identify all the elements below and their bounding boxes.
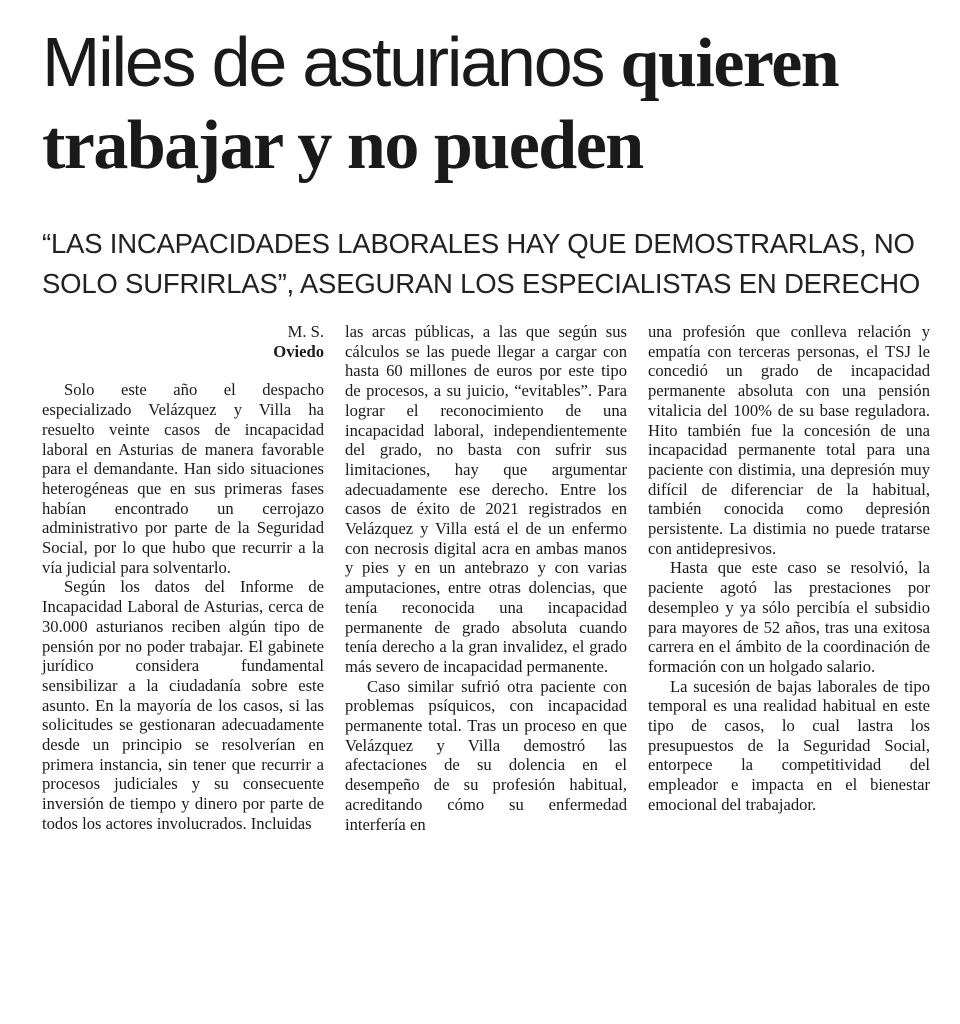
headline-bold-2: trabajar y no pueden — [42, 107, 643, 184]
headline-bold-1: quieren — [620, 25, 839, 102]
column-2 — [345, 322, 627, 834]
headline-light: Miles de asturianos — [42, 23, 621, 101]
paragraph: Hasta que este caso se resolvió, la paciente agotó las prestaciones por desempleo y ya sólo percibía el subsidio para mayores de 52 años, tras una exitosa carrera en el ámbito de la coordinación de formación con un holgado salario. — [648, 558, 930, 676]
paragraph: La sucesión de bajas laborales de tipo temporal es una realidad habitual en este tipo de casos, lo cual lastra los presupuestos de la Seguridad Social, entorpece la competitividad del empleador e impacta en el bienestar emocional del trabajador. — [648, 676, 930, 814]
column-3 — [648, 322, 930, 834]
byline-author: M. S. — [287, 322, 324, 341]
paragraph: las arcas públicas, a las que según sus cálculos se las puede llegar a cargar con hasta 60 millones de euros por este tipo de procesos, a su juicio, “evitables”. Para lograr el reconocimiento de una incapacidad laboral, independientemente del grado, no basta con sufrir sus limitaciones, hay que argumentar adecuadamente ese derecho. Entre los casos de éxito de 2021 registrados en Velázquez y Villa está el de un enfermo con necrosis digital acra en ambas manos y pies y en un antebrazo y con varias amputaciones, entre otras dolencias, que tenía reconocida una incapacidad permanente de grado absoluta cuando tenía derecho a la gran invalidez, el grado más severo de incapacidad permanente. — [345, 322, 627, 676]
column-1 — [42, 322, 324, 834]
article-body — [42, 322, 930, 834]
paragraph: una profesión que conlleva relación y empatía con terceras personas, el TSJ le concedió un grado de incapacidad permanente absoluta con una pensión vitalicia del 100% de su base reguladora. Hito también fue la concesión de una incapacidad permanente total para una paciente con distimia, una depresión muy difícil de diferenciar de la habitual, también conocida como depresión persistente. La distimia no puede tratarse con antidepresivos. — [648, 322, 930, 558]
paragraph: Caso similar sufrió otra paciente con problemas psíquicos, con incapacidad permanente total. Tras un proceso en que Velázquez y Villa demostró las afectaciones de su dolencia en el desempeño de su profesión habitual, acreditando cómo su enfermedad interfería en — [345, 676, 627, 834]
paragraph: Solo este año el despacho especializado Velázquez y Villa ha resuelto veinte casos de incapacidad laboral en Asturias de manera favorable para el demandante. Han sido situaciones heterogéneas que en sus primeras fases habían encontrado un cerrojazo administrativo por parte de la Seguridad Social, por lo que hubo que recurrir a la vía judicial para solventarlo. — [42, 380, 324, 577]
byline — [42, 322, 324, 361]
subheadline: “LAS INCAPACIDADES LABORALES HAY QUE DEMOSTRARLAS, NO SOLO SUFRIRLAS”, ASEGURAN LOS ESPECIALISTAS EN DERECHO — [42, 228, 921, 299]
headline — [42, 0, 930, 186]
byline-place: Oviedo — [273, 341, 324, 361]
paragraph: Según los datos del Informe de Incapacidad Laboral de Asturias, cerca de 30.000 asturianos reciben algún tipo de pensión por no poder trabajar. El gabinete jurídico considera fundamental sensibilizar a la ciudadanía sobre este asunto. En la mayoría de los casos, si las solicitudes se gestionaran adecuadamente desde un principio se resolverían en primera instancia, sin tener que recurrir a procesos judiciales y su consecuente inversión de tiempo y dinero por parte de todos los actores involucrados. Incluidas — [42, 577, 324, 833]
